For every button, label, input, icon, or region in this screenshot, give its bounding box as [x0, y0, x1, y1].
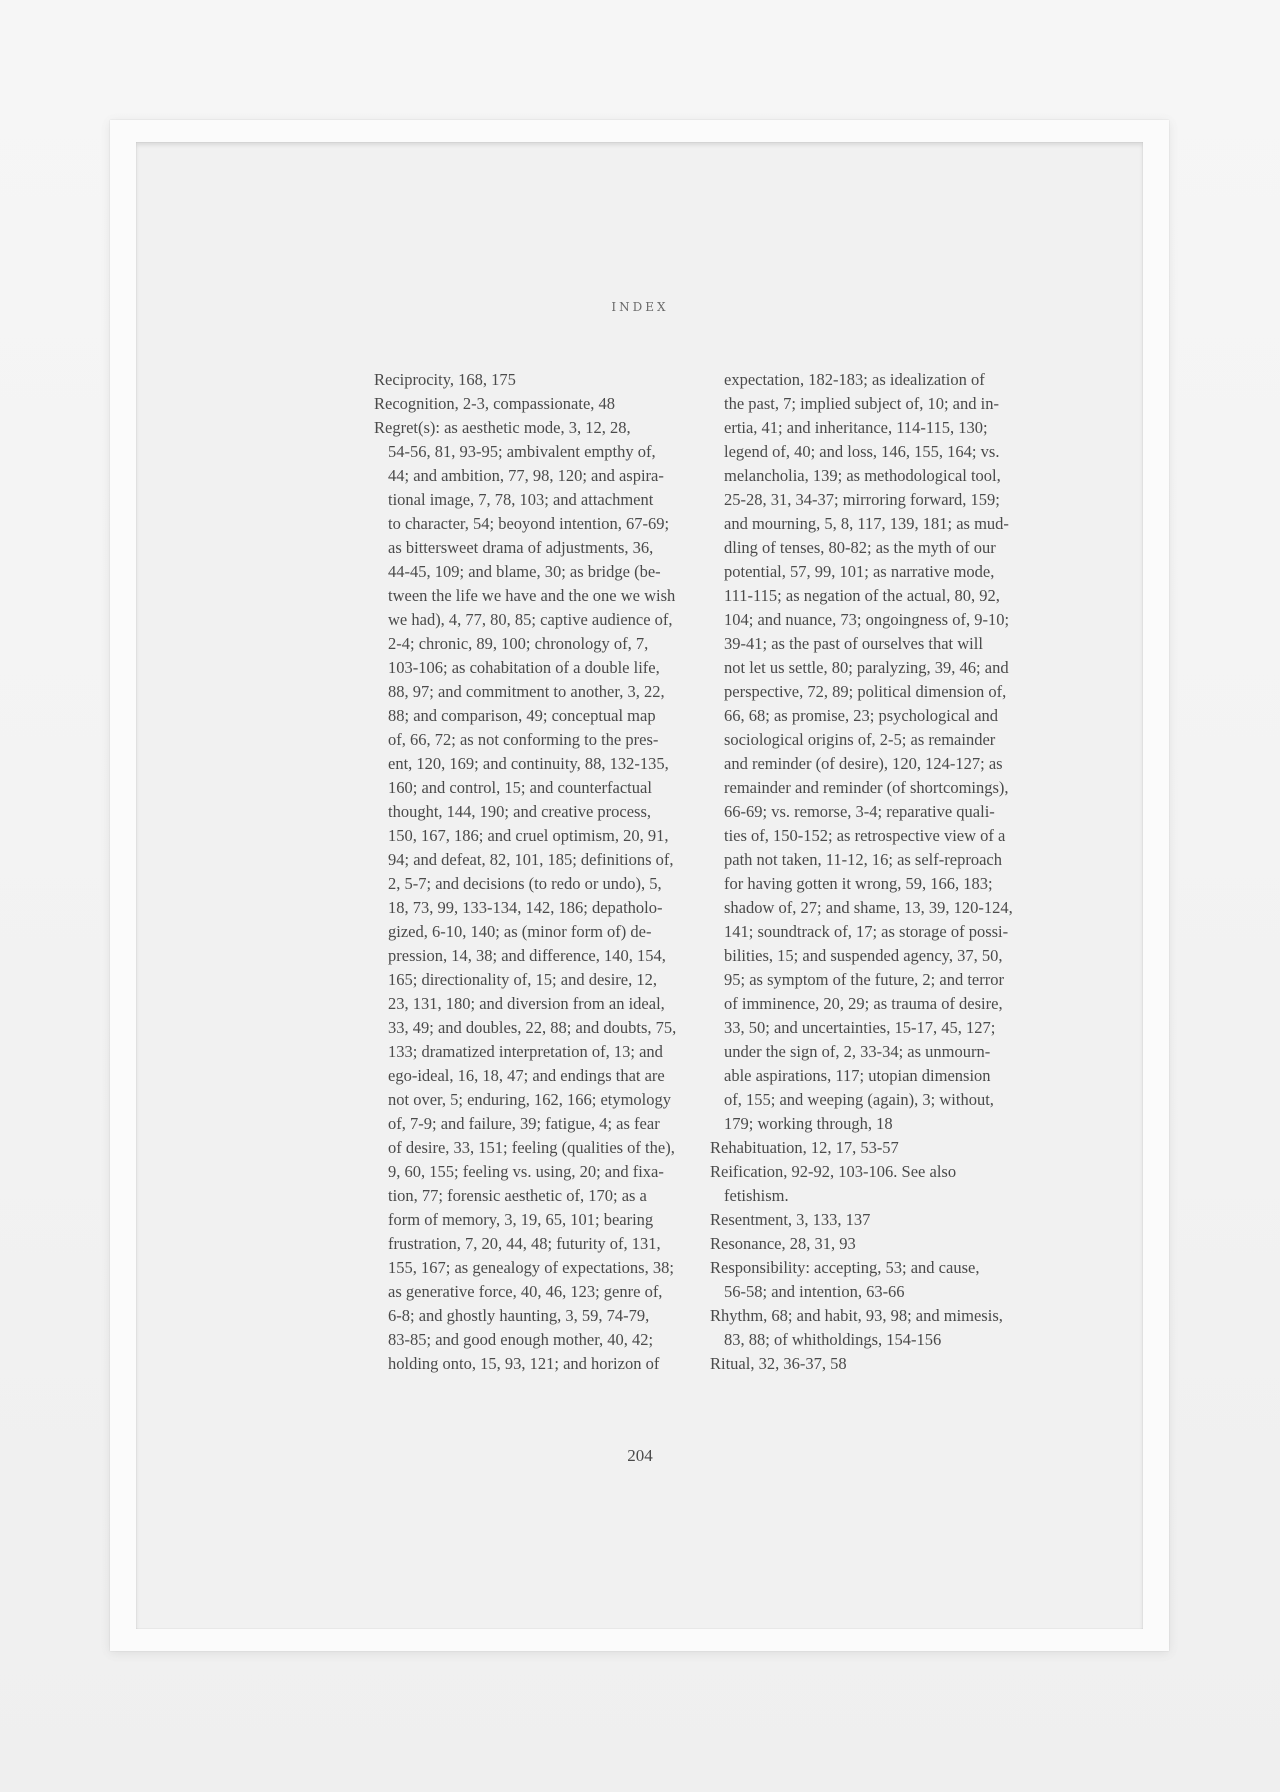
index-entry-line: melancholia, 139; as methodological tool,: [724, 466, 1001, 485]
index-entry-line: 44-45, 109; and blame, 30; as bridge (be-: [388, 562, 661, 581]
index-entry-line: 83-85; and good enough mother, 40, 42;: [388, 1330, 654, 1349]
index-entry-line: as bittersweet drama of adjustments, 36,: [388, 538, 654, 557]
index-entry-line: able aspirations, 117; utopian dimension: [724, 1066, 991, 1085]
index-entry-line: 141; soundtrack of, 17; as storage of possi-: [724, 922, 1009, 941]
index-entry-line: not let us settle, 80; paralyzing, 39, 46; and: [724, 658, 1009, 677]
index-entry-line: under the sign of, 2, 33-34; as unmourn-: [724, 1042, 991, 1061]
index-entry-heading: Reciprocity, 168, 175: [374, 370, 516, 389]
index-entry-line: of imminence, 20, 29; as trauma of desire,: [724, 994, 1003, 1013]
index-entry-line: 155, 167; as genealogy of expectations, 38;: [388, 1258, 674, 1277]
index-entry-line: 94; and defeat, 82, 101, 185; definitions of,: [388, 850, 674, 869]
index-entry-line: of, 7-9; and failure, 39; fatigue, 4; as fear: [388, 1114, 660, 1133]
index-entry-line: tional image, 7, 78, 103; and attachment: [388, 490, 654, 509]
index-entry-line: 33, 50; and uncertainties, 15-17, 45, 127;: [724, 1018, 996, 1037]
index-entry-line: tion, 77; forensic aesthetic of, 170; as a: [388, 1186, 647, 1205]
index-entry-line: and reminder (of desire), 120, 124-127; as: [724, 754, 1003, 773]
index-entry-line: 111-115; as negation of the actual, 80, 92,: [724, 586, 1000, 605]
index-entry-line: 56-58; and intention, 63-66: [724, 1282, 905, 1301]
index-entry-line: pression, 14, 38; and difference, 140, 154,: [388, 946, 666, 965]
index-entry-line: 165; directionality of, 15; and desire, 12,: [388, 970, 657, 989]
index-entry-line: 6-8; and ghostly haunting, 3, 59, 74-79,: [388, 1306, 650, 1325]
index-entry-line: form of memory, 3, 19, 65, 101; bearing: [388, 1210, 654, 1229]
index-entry-line: remainder and reminder (of shortcomings),: [724, 778, 1009, 797]
index-entry-line: ties of, 150-152; as retrospective view of a: [724, 826, 1006, 845]
index-entry-line: sociological origins of, 2-5; as remainder: [724, 730, 996, 749]
index-entry-line: 44; and ambition, 77, 98, 120; and aspira-: [388, 466, 664, 485]
index-entry-heading: Resonance, 28, 31, 93: [710, 1234, 856, 1253]
index-entry-line: bilities, 15; and suspended agency, 37, 50,: [724, 946, 1003, 965]
index-entry-heading: Regret(s): as aesthetic mode, 3, 12, 28,: [374, 418, 631, 437]
index-entry-line: perspective, 72, 89; political dimension of,: [724, 682, 1007, 701]
index-entry-line: to character, 54; beoyond intention, 67-69;: [388, 514, 670, 533]
index-entry-line: as generative force, 40, 46, 123; genre of,: [388, 1282, 663, 1301]
index-column-left: [374, 368, 694, 1376]
index-entry-line: of, 155; and weeping (again), 3; without,: [724, 1090, 994, 1109]
index-entry-line: 104; and nuance, 73; ongoingness of, 9-10;: [724, 610, 1010, 629]
index-entry-line: ent, 120, 169; and continuity, 88, 132-135,: [388, 754, 669, 773]
index-entry-line: gized, 6-10, 140; as (minor form of) de-: [388, 922, 652, 941]
index-entry-line: fetishism.: [724, 1186, 789, 1205]
index-entry-line: 9, 60, 155; feeling vs. using, 20; and fixa-: [388, 1162, 664, 1181]
index-entry-line: 18, 73, 99, 133-134, 142, 186; depatholo-: [388, 898, 663, 917]
index-entry-heading: Reification, 92-92, 103-106. See also: [710, 1162, 957, 1181]
index-entry-line: of desire, 33, 151; feeling (qualities of the),: [388, 1138, 675, 1157]
index-column-right: [710, 368, 1040, 1376]
index-entry-line: of, 66, 72; as not conforming to the pres-: [388, 730, 659, 749]
index-entry-line: legend of, 40; and loss, 146, 155, 164; vs.: [724, 442, 1000, 461]
index-entry-line: 95; as symptom of the future, 2; and terror: [724, 970, 1004, 989]
index-entry-line: 66, 68; as promise, 23; psychological and: [724, 706, 999, 725]
index-entry-line: 25-28, 31, 34-37; mirroring forward, 159;: [724, 490, 1000, 509]
page-header: INDEX: [611, 300, 669, 314]
index-entry-heading: Rehabituation, 12, 17, 53-57: [710, 1138, 899, 1157]
index-entry-line: 33, 49; and doubles, 22, 88; and doubts, 75,: [388, 1018, 677, 1037]
index-entry-heading: Recognition, 2-3, compassionate, 48: [374, 394, 616, 413]
index-entry-line: 2-4; chronic, 89, 100; chronology of, 7,: [388, 634, 649, 653]
index-entry-line: for having gotten it wrong, 59, 166, 183;: [724, 874, 993, 893]
index-entry-line: and mourning, 5, 8, 117, 139, 181; as mud-: [724, 514, 1009, 533]
index-entry-heading: Rhythm, 68; and habit, 93, 98; and mimesis,: [710, 1306, 1003, 1325]
index-entry-line: path not taken, 11-12, 16; as self-reproach: [724, 850, 1002, 869]
index-entry-line: 88, 97; and commitment to another, 3, 22,: [388, 682, 665, 701]
index-entry-line: 150, 167, 186; and cruel optimism, 20, 91,: [388, 826, 669, 845]
index-entry-heading: Responsibility: accepting, 53; and cause,: [710, 1258, 980, 1277]
index-entry-line: 83, 88; of whitholdings, 154-156: [724, 1330, 942, 1349]
index-entry-line: 23, 131, 180; and diversion from an ideal,: [388, 994, 665, 1013]
index-entry-heading: Resentment, 3, 133, 137: [710, 1210, 871, 1229]
index-entry-line: ertia, 41; and inheritance, 114-115, 130;: [724, 418, 988, 437]
index-entry-line: potential, 57, 99, 101; as narrative mode,: [724, 562, 995, 581]
index-entry-line: 39-41; as the past of ourselves that will: [724, 634, 983, 653]
index-entry-heading: Ritual, 32, 36-37, 58: [710, 1354, 847, 1373]
index-entry-line: expectation, 182-183; as idealization of: [724, 370, 985, 389]
index-entry-line: shadow of, 27; and shame, 13, 39, 120-124,: [724, 898, 1013, 917]
index-entry-line: 88; and comparison, 49; conceptual map: [388, 706, 656, 725]
index-entry-line: thought, 144, 190; and creative process,: [388, 802, 652, 821]
index-entry-line: frustration, 7, 20, 44, 48; futurity of, 131,: [388, 1234, 661, 1253]
index-entry-line: 66-69; vs. remorse, 3-4; reparative quali-: [724, 802, 995, 821]
index-entry-line: ego-ideal, 16, 18, 47; and endings that are: [388, 1066, 665, 1085]
index-entry-line: 54-56, 81, 93-95; ambivalent empthy of,: [388, 442, 656, 461]
index-entry-line: 160; and control, 15; and counterfactual: [388, 778, 652, 797]
index-entry-line: holding onto, 15, 93, 121; and horizon of: [388, 1354, 660, 1373]
page-number: 204: [627, 1446, 653, 1465]
index-entry-line: tween the life we have and the one we wish: [388, 586, 676, 605]
index-entry-line: we had), 4, 77, 80, 85; captive audience of,: [388, 610, 673, 629]
index-entry-line: not over, 5; enduring, 162, 166; etymology: [388, 1090, 672, 1109]
index-entry-line: 103-106; as cohabitation of a double life,: [388, 658, 660, 677]
index-entry-line: dling of tenses, 80-82; as the myth of our: [724, 538, 996, 557]
index-entry-line: the past, 7; implied subject of, 10; and in-: [724, 394, 999, 413]
index-entry-line: 2, 5-7; and decisions (to redo or undo), 5,: [388, 874, 662, 893]
index-entry-line: 133; dramatized interpretation of, 13; and: [388, 1042, 663, 1061]
index-entry-line: 179; working through, 18: [724, 1114, 893, 1133]
